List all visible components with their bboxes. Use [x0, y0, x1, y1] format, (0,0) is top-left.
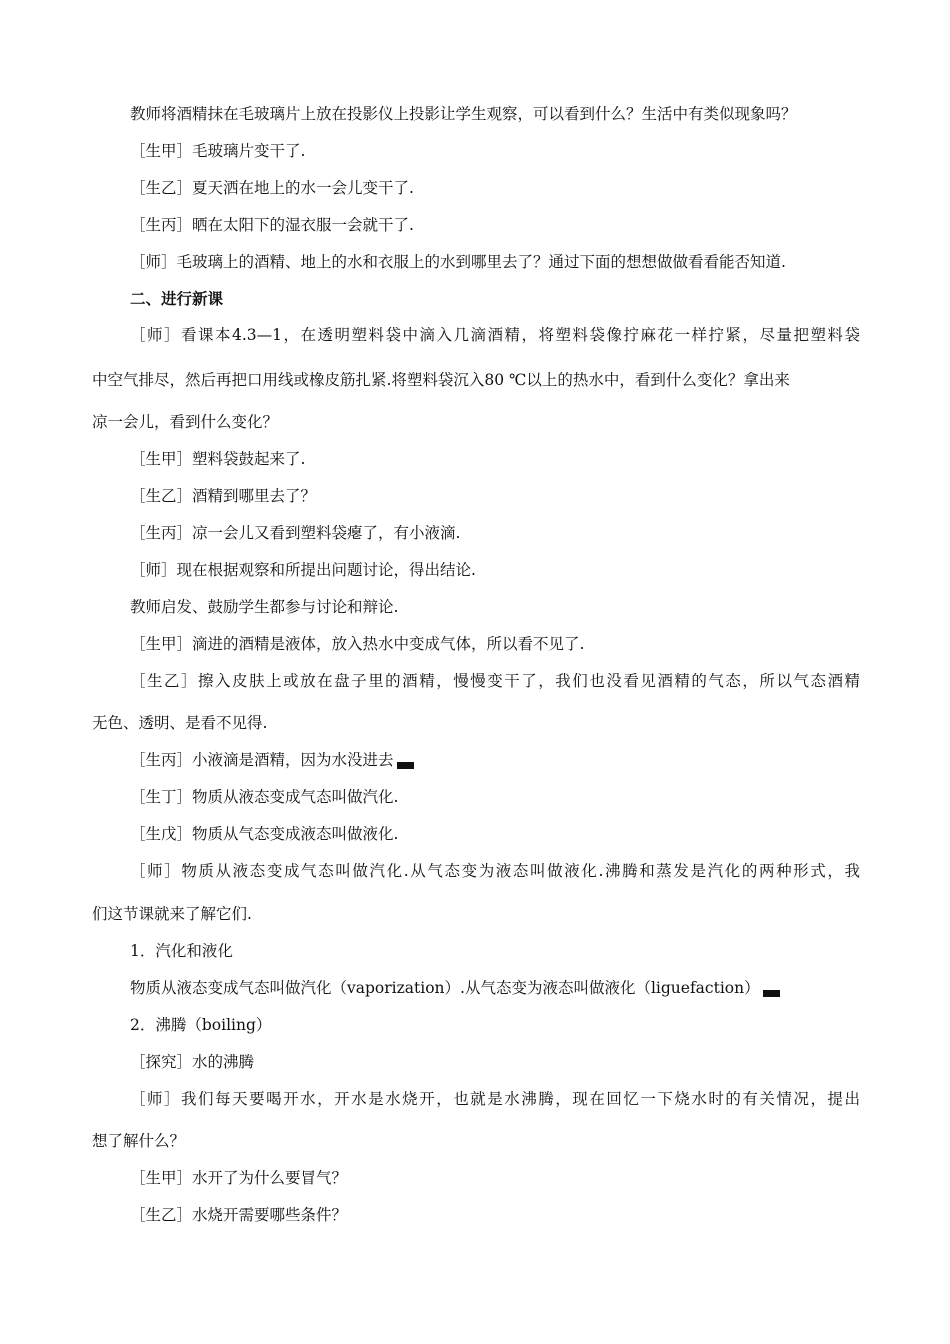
- dialogue-line: ［生乙］夏天洒在地上的水一会儿变干了.: [130, 179, 414, 197]
- paragraph-continuation: 无色、透明、是看不见得.: [92, 714, 268, 732]
- section-heading: 二、进行新课: [130, 289, 224, 308]
- dialogue-line: ［生甲］毛玻璃片变干了.: [130, 142, 306, 160]
- dialogue-line: ［生乙］水烧开需要哪些条件？: [130, 1206, 348, 1224]
- paragraph: [130, 978, 780, 998]
- dialogue-line: ［师］物质从液态变成气态叫做汽化.从气态变为液态叫做液化.沸腾和蒸发是汽化的两种形式，我: [130, 862, 860, 880]
- paragraph: ［探究］水的沸腾: [130, 1053, 255, 1071]
- dialogue-line: ［师］我们每天要喝开水，开水是水烧开，也就是水沸腾，现在回忆一下烧水时的有关情况，提出: [130, 1090, 860, 1108]
- paragraph-continuation: 想了解什么？: [92, 1132, 186, 1150]
- dialogue-line: ［生甲］滴进的酒精是液体，放入热水中变成气体，所以看不见了.: [130, 635, 585, 653]
- paragraph: 教师将酒精抹在毛玻璃片上放在投影仪上投影让学生观察，可以看到什么？生活中有类似现象吗？: [130, 105, 797, 123]
- dialogue-line: ［生乙］擦入皮肤上或放在盘子里的酒精，慢慢变干了，我们也没看见酒精的气态，所以气态酒精: [130, 672, 860, 690]
- dialogue-line: ［师］现在根据观察和所提出问题讨论，得出结论.: [130, 561, 476, 579]
- dialogue-line: ［生丁］物质从液态变成气态叫做汽化.: [130, 788, 399, 806]
- dialogue-line: ［生戊］物质从气态变成液态叫做液化.: [130, 825, 399, 843]
- subsection-heading: 2．沸腾（boiling）: [130, 1016, 272, 1034]
- dialogue-line: ［生乙］酒精到哪里去了？: [130, 487, 317, 505]
- subsection-heading: 1．汽化和液化: [130, 942, 233, 960]
- dialogue-line: ［生甲］塑料袋鼓起来了.: [130, 450, 306, 468]
- paragraph-continuation: 们这节课就来了解它们.: [92, 905, 252, 923]
- paragraph-continuation: 中空气排尽，然后再把口用线或橡皮筋扎紧.将塑料袋沉入80 ℃以上的热水中，看到什么变化？拿出来: [92, 371, 790, 389]
- dialogue-line: [130, 750, 414, 770]
- placeholder-mark-icon: [397, 762, 414, 769]
- placeholder-mark-icon: [763, 990, 780, 997]
- dialogue-line: ［生丙］凉一会儿又看到塑料袋瘪了，有小液滴.: [130, 524, 461, 542]
- dialogue-line: ［生甲］水开了为什么要冒气？: [130, 1169, 348, 1187]
- dialogue-line: ［师］看课本4.3—1，在透明塑料袋中滴入几滴酒精，将塑料袋像拧麻花一样拧紧，尽量把塑料袋: [130, 326, 860, 344]
- dialogue-text: ［生丙］小液滴是酒精，因为水没进去: [130, 751, 394, 769]
- dialogue-line: ［师］毛玻璃上的酒精、地上的水和衣服上的水到哪里去了？通过下面的想想做做看看能否知道.: [130, 253, 786, 271]
- dialogue-line: ［生丙］晒在太阳下的湿衣服一会就干了.: [130, 216, 414, 234]
- paragraph-text: 物质从液态变成气态叫做汽化（vaporization）.从气态变为液态叫做液化（liguefaction）: [130, 979, 760, 997]
- paragraph-continuation: 凉一会儿，看到什么变化？: [92, 413, 279, 431]
- paragraph: 教师启发、鼓励学生都参与讨论和辩论.: [130, 598, 399, 616]
